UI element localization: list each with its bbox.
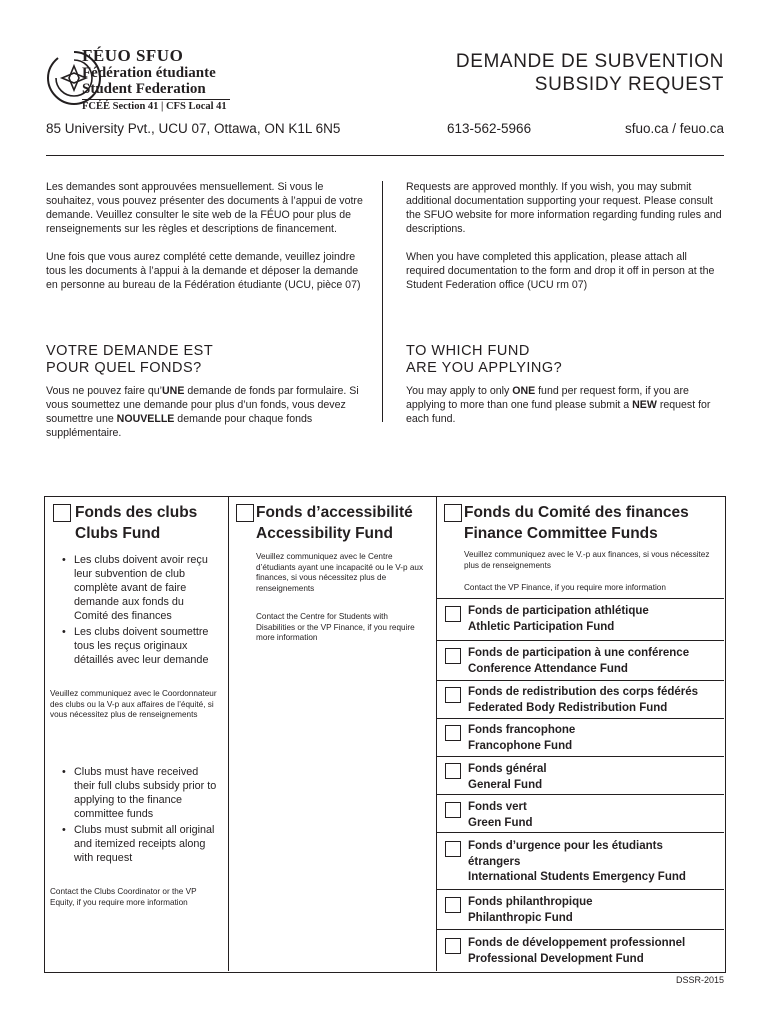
fund-label-en: Philanthropic Fund (468, 911, 573, 924)
intro-english (406, 180, 724, 306)
fund-label-en: Conference Attendance Fund (468, 662, 628, 675)
which-fund-body-fr (46, 384, 364, 440)
finance-committee-heading (464, 502, 689, 544)
professional-development-fund-label (468, 936, 718, 967)
fund-row-divider (437, 598, 724, 599)
accessibility-fund-checkbox[interactable] (236, 504, 254, 522)
contact-website[interactable]: sfuo.ca / feuo.ca (624, 121, 724, 136)
fund-label-en: Green Fund (468, 816, 533, 829)
general-fund-label (468, 762, 718, 793)
intro-french (46, 180, 364, 306)
clubs-fund-heading (75, 502, 197, 544)
clubs-fund-title-en: Clubs Fund (75, 525, 161, 542)
fund-row-divider (437, 889, 724, 890)
which-fund-fr-text-c: demande de fonds par formulaire. Si vous soumettez une demande pour plus d’un fonds, vous devez soumettre une (46, 385, 359, 425)
which-fund-fr-emphasis-one: UNE (162, 385, 185, 397)
contact-address: 85 University Pvt., UCU 07, Ottawa, ON K1L 6N5 (46, 121, 341, 136)
conference-attendance-fund-checkbox[interactable] (445, 648, 461, 664)
which-fund-title-en (406, 343, 724, 377)
which-fund-title-en-line-1: TO WHICH FUND (406, 343, 530, 359)
clubs-note-fr: Veuillez communiquez avec le Coordonnateur des clubs ou la V-p aux affaires de l’équité, si vous nécessitez plus de renseignements (50, 689, 217, 719)
fund-label-fr: Fonds philanthropique (468, 896, 593, 908)
which-fund-title-fr-line-2: POUR QUEL FONDS? (46, 360, 202, 376)
fund-label-en: Federated Body Redistribution Fund (468, 701, 668, 714)
clubs-bullet-en-2: • Clubs must submit all original and itemized receipts along with request (60, 823, 220, 865)
grid-divider-1 (228, 496, 229, 971)
which-fund-title-fr (46, 343, 364, 377)
fund-label-fr: Fonds de redistribution des corps fédérés (468, 686, 699, 698)
clubs-bullets-en (60, 765, 220, 867)
which-fund-title-fr-line-1: VOTRE DEMANDE EST (46, 343, 214, 359)
green-fund-checkbox[interactable] (445, 802, 461, 818)
general-fund-checkbox[interactable] (445, 763, 461, 779)
intro-fr-paragraph-1: Les demandes sont approuvées mensuellement. Si vous le souhaitez, vous pouvez présenter des documents à l’appui de votre demande. Veuillez consulter le site web de la FÉUO pour plus de renseignements sur les règles et descriptions de financement. (46, 181, 363, 235)
finance-note-fr: Veuillez communiquez avec le V.-p aux finances, si vous nécessitez plus de renseignements (464, 550, 710, 570)
fund-label-en: Professional Development Fund (468, 952, 644, 965)
fund-label-fr: Fonds francophone (468, 724, 576, 736)
clubs-fund-title-fr: Fonds des clubs (75, 504, 198, 521)
intro-column-divider (382, 181, 383, 422)
logo-local: FCÉÉ Section 41 | CFS Local 41 (82, 101, 227, 112)
federated-body-redistribution-fund-checkbox[interactable] (445, 687, 461, 703)
logo-acronyms: FÉUO SFUO (82, 46, 184, 65)
fund-row-divider (437, 929, 724, 930)
clubs-bullet-fr-1: • Les clubs doivent avoir reçu leur subvention de club complète avant de faire demande aux fonds du Comité des finances (60, 553, 220, 623)
form-code: DSSR-2015 (675, 975, 724, 985)
clubs-bullets-fr (60, 553, 220, 669)
which-fund-fr-text-e: demande pour chaque fonds supplémentaire. (46, 413, 313, 439)
which-fund-title-en-line-2: ARE YOU APPLYING? (406, 360, 563, 376)
form-title (456, 50, 724, 96)
international-students-emergency-fund-label (468, 839, 723, 886)
fund-row-divider (437, 794, 724, 795)
philanthropic-fund-checkbox[interactable] (445, 897, 461, 913)
athletic-participation-fund-checkbox[interactable] (445, 606, 461, 622)
francophone-fund-checkbox[interactable] (445, 725, 461, 741)
clubs-bullet-fr-2: • Les clubs doivent soumettre tous les reçus originaux détaillés avec leur demande (60, 625, 220, 667)
clubs-bullet-en-1: • Clubs must have received their full clubs subsidy prior to applying to the finance committee funds (60, 765, 220, 821)
fund-label-en: Francophone Fund (468, 739, 573, 752)
francophone-fund-label (468, 723, 718, 754)
intro-en-paragraph-1: Requests are approved monthly. If you wish, you may submit additional documentation supporting your request. Please consult the SFUO website for more information regarding funding rules and descriptions. (406, 181, 722, 235)
sfuo-logo (78, 47, 230, 113)
finance-committee-fund-checkbox[interactable] (444, 504, 462, 522)
federated-body-redistribution-fund-label (468, 685, 718, 716)
fund-row-divider (437, 832, 724, 833)
philanthropic-fund-label (468, 895, 718, 926)
which-fund-en-emphasis-one: ONE (512, 385, 536, 397)
logo-name-fr: Fédération étudiante (82, 65, 216, 81)
accessibility-note-en: Contact the Centre for Students with Disabilities or the VP Finance, if you require more information (256, 612, 415, 642)
logo-divider (82, 99, 230, 100)
grid-divider-2 (436, 496, 437, 971)
fund-label-fr: Fonds général (468, 763, 547, 775)
professional-development-fund-checkbox[interactable] (445, 938, 461, 954)
accessibility-fund-title-fr: Fonds d’accessibilité (256, 504, 413, 521)
which-fund-body-en (406, 384, 724, 426)
fund-label-en: Athletic Participation Fund (468, 620, 615, 633)
international-students-emergency-fund-checkbox[interactable] (445, 841, 461, 857)
which-fund-en-text-e: request for each fund. (406, 399, 711, 425)
accessibility-note-fr: Veuillez communiquez avec le Centre d’étudiants ayant une incapacité ou le V-p aux finances, si vous nécessitez plus de renseignements (256, 552, 424, 593)
which-fund-en-text-c: fund per request form, if you are applying to more than one fund please submit a (406, 385, 689, 411)
fund-row-divider (437, 640, 724, 641)
fund-label-en: International Students Emergency Fund (468, 871, 686, 883)
which-fund-fr-text-a: Vous ne pouvez faire qu’ (46, 385, 163, 397)
intro-fr-paragraph-2: Une fois que vous aurez complété cette demande, veuillez joindre tous les documents à l’appui à la demande et déposer la demande en personne au bureau de la Fédération étudiante (UCU, pièce 07) (46, 251, 361, 291)
fund-row-divider (437, 718, 724, 719)
which-fund-en-emphasis-new: NEW (632, 399, 657, 411)
fund-label-fr: Fonds de développement professionnel (468, 937, 686, 949)
conference-attendance-fund-label (468, 646, 718, 677)
intro-en-paragraph-2: When you have completed this application, please attach all required documentation to the form and drop it off in person at the Student Federation office (UCU rm 07) (406, 251, 715, 291)
logo-name-en: Student Federation (82, 81, 206, 97)
form-title-en: SUBSIDY REQUEST (534, 74, 724, 95)
fund-row-divider (437, 680, 724, 681)
fund-row-divider (437, 756, 724, 757)
which-fund-en-text-a: You may apply to only (406, 385, 513, 397)
green-fund-label (468, 800, 718, 831)
athletic-participation-fund-label (468, 604, 718, 635)
form-title-fr: DEMANDE DE SUBVENTION (455, 51, 724, 72)
which-fund-fr-emphasis-new: NOUVELLE (116, 413, 175, 425)
clubs-note-en: Contact the Clubs Coordinator or the VP Equity, if you require more information (50, 887, 197, 907)
fund-label-en: General Fund (468, 778, 543, 791)
fund-label-fr: Fonds de participation à une conférence (468, 647, 690, 659)
accessibility-fund-title-en: Accessibility Fund (256, 525, 393, 542)
finance-committee-title-en: Finance Committee Funds (464, 525, 658, 542)
clubs-fund-checkbox[interactable] (53, 504, 71, 522)
finance-committee-title-fr: Fonds du Comité des finances (464, 504, 689, 521)
contact-phone: 613-562-5966 (447, 121, 532, 136)
fund-label-fr: Fonds de participation athlétique (468, 605, 649, 617)
accessibility-fund-heading (256, 502, 413, 544)
fund-label-fr: Fonds vert (468, 801, 527, 813)
header-divider (46, 155, 724, 156)
fund-label-fr: Fonds d’urgence pour les étudiants étrangers (468, 840, 663, 868)
finance-note-en: Contact the VP Finance, if you require more information (464, 583, 666, 592)
